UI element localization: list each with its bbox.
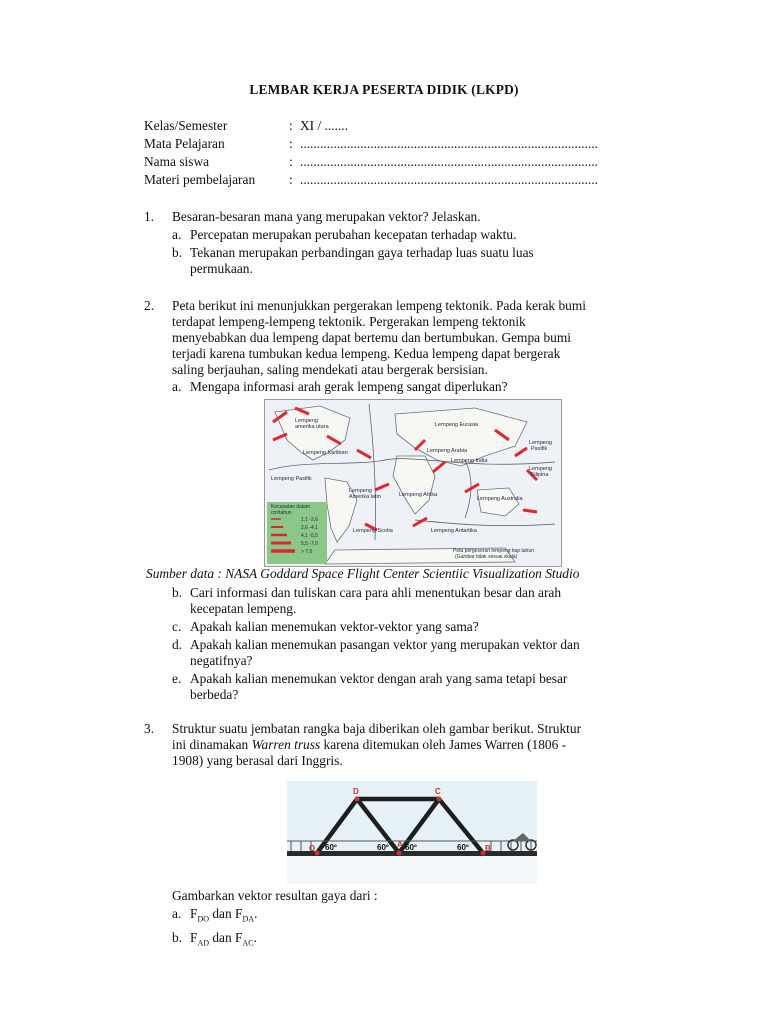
sub-letter: d. xyxy=(172,637,183,652)
sub-letter: a. xyxy=(172,227,182,242)
warren-truss-figure xyxy=(287,781,537,884)
label-scotia: Lempeng Scotia xyxy=(353,528,393,534)
question-line xyxy=(172,737,654,753)
label-arabia: Lempeng Arabia xyxy=(427,448,468,454)
label-india: Lempeng India xyxy=(451,458,488,464)
question-line: 1908) yang berasal dari Inggris. xyxy=(172,753,343,768)
sub-text: Mengapa informasi arah gerak lempeng sangat diperlukan? xyxy=(190,379,508,394)
legend-value: 4,1 -5,5 xyxy=(301,533,318,539)
info-label: Mata Pelajaran xyxy=(144,136,225,151)
sub-question-c xyxy=(172,619,654,635)
node-label-d: D xyxy=(353,787,359,796)
question-number: 3. xyxy=(144,721,155,736)
legend-value: 2,6 -4,1 xyxy=(301,525,318,531)
node-a xyxy=(397,851,402,856)
label-australia: Lempeng Australia xyxy=(477,496,523,502)
label-caribbean: Lempeng Karibian xyxy=(303,450,348,456)
sub-text-line: Apakah kalian menemukan pasangan vektor yang merupakan vektor dan xyxy=(190,637,580,652)
sub-question-b xyxy=(172,585,654,617)
sub-text-line: permukaan. xyxy=(190,261,253,276)
map-source: Sumber data : NASA Goddard Space Flight Center Scientiic Visualization Studio xyxy=(146,566,580,581)
instruction-text: Gambarkan vektor resultan gaya dari : xyxy=(172,888,378,903)
force-label: F xyxy=(190,906,198,921)
question-line: Peta berikut ini menunjukkan pergerakan lempeng tektonik. Pada kerak bumi xyxy=(172,298,587,313)
legend-value: 5,5 -7,0 xyxy=(301,541,318,547)
question-line: terdapat lempeng-lempeng tektonik. Pergerakan lempeng tektonik xyxy=(172,314,526,329)
node-label-a: A xyxy=(397,840,403,849)
angle-label: 60º xyxy=(457,843,469,852)
legend-value: 1,1 -2,6 xyxy=(301,517,318,523)
label-north-america: amerika utara xyxy=(295,424,329,430)
sub-question-a xyxy=(172,379,654,395)
question-body xyxy=(172,298,654,395)
node-d xyxy=(355,797,360,802)
angle-label: 60º xyxy=(405,843,417,852)
info-colon: : xyxy=(289,154,293,169)
tectonic-plate-map xyxy=(264,399,562,567)
info-value: ......................................................................................... xyxy=(300,172,598,187)
map-caption: Peta pergeseran lempeng tiap tahun xyxy=(453,548,534,554)
info-value: XI / ....... xyxy=(300,118,348,133)
question-body xyxy=(172,888,654,951)
period: . xyxy=(254,906,258,921)
sub-question-d xyxy=(172,637,654,669)
info-colon: : xyxy=(289,136,293,151)
node-label-o: O xyxy=(309,844,316,853)
speed-legend xyxy=(267,502,327,564)
sub-text-line: Apakah kalian menemukan vektor dengan arah yang sama tetapi besar xyxy=(190,671,568,686)
info-label: Materi pembelajaran xyxy=(144,172,256,187)
legend-title: cm/tahun xyxy=(271,510,292,516)
sub-text-line: berbeda? xyxy=(190,687,239,702)
connector-text: dan F xyxy=(209,906,243,921)
label-latin-america: Lempeng xyxy=(349,488,372,494)
sub-text-line: negatifnya? xyxy=(190,653,253,668)
sub-question-e xyxy=(172,671,654,703)
info-colon: : xyxy=(289,118,293,133)
force-subscript: DA xyxy=(242,914,255,924)
info-label: Kelas/Semester xyxy=(144,118,228,133)
plate-arrow xyxy=(523,510,537,512)
label-north-america: Lempeng xyxy=(295,418,318,424)
question-line: terjadi karena tumbukan kedua lempeng. Kedua lempeng dapat bergerak xyxy=(172,346,561,361)
label-philippine: Filipina xyxy=(531,472,549,478)
label-africa: Lempeng Afrika xyxy=(399,492,438,498)
label-pacific: Pasifik xyxy=(531,446,548,452)
node-label-c: C xyxy=(435,787,441,796)
sub-text-line: Tekanan merupakan perbandingan gaya terhadap luas suatu luas xyxy=(190,245,534,260)
question-line: saling berjauhan, saling mendekati atau bergerak bersisian. xyxy=(172,362,488,377)
force-subscript: DO xyxy=(197,914,210,924)
question-line: Struktur suatu jembatan rangka baja diberikan oleh gambar berikut. Struktur xyxy=(172,721,582,736)
sub-question-a xyxy=(172,906,654,928)
label-antarctica: Lempeng Antartika xyxy=(431,528,477,534)
force-subscript: AD xyxy=(197,938,210,948)
sub-letter: b. xyxy=(172,929,183,945)
connector-text: dan F xyxy=(209,929,243,945)
sub-letter: b. xyxy=(172,585,183,600)
info-value: ......................................................................................... xyxy=(300,154,598,169)
question-line: menyebabkan dua lempeng dapat bertemu dan bertumbukan. Gempa bumi xyxy=(172,330,571,345)
node-label-b: B xyxy=(485,844,491,853)
question-text-part: karena ditemukan oleh James Warren (1806 - xyxy=(320,737,567,752)
question-body xyxy=(172,721,654,769)
sub-letter: e. xyxy=(172,671,182,686)
period: . xyxy=(253,929,257,945)
warren-truss-term: Warren truss xyxy=(251,737,321,752)
question-body xyxy=(172,585,654,703)
force-subscript: AC xyxy=(242,938,254,948)
question-text: Besaran-besaran mana yang merupakan vektor? Jelaskan. xyxy=(172,209,481,224)
sub-letter: a. xyxy=(172,906,182,921)
sub-letter: b. xyxy=(172,245,183,260)
force-label: F xyxy=(190,929,198,945)
angle-label: 60º xyxy=(325,843,337,852)
question-number: 1. xyxy=(144,209,155,224)
info-value: ......................................................................................... xyxy=(300,136,598,151)
sub-letter: c. xyxy=(172,619,182,634)
sub-text-line: kecepatan lempeng. xyxy=(190,601,297,616)
label-eurasia: Lempeng Eurasia xyxy=(435,422,479,428)
info-label: Nama siswa xyxy=(144,154,210,169)
question-number: 2. xyxy=(144,298,155,313)
legend-value: > 7,0 xyxy=(301,549,313,555)
sub-question-b xyxy=(172,245,654,277)
angle-label: 60º xyxy=(377,843,389,852)
node-c xyxy=(437,797,442,802)
sub-text: Percepatan merupakan perubahan kecepatan terhadap waktu. xyxy=(190,227,517,242)
label-latin-america: Amerika latin xyxy=(349,494,381,500)
map-caption: (Gambar tidak sesuai skala) xyxy=(455,554,518,560)
node-o xyxy=(315,851,320,856)
bridge-diagram xyxy=(287,781,537,884)
sub-text: Apakah kalian menemukan vektor-vektor yang sama? xyxy=(190,619,479,634)
label-philippine: Lempeng xyxy=(529,466,552,472)
question-text-part: ini dinamakan xyxy=(172,737,252,752)
label-pacific: Lempeng xyxy=(529,440,552,446)
sub-question-a xyxy=(172,227,654,243)
sub-text-line: Cari informasi dan tuliskan cara para ahli menentukan besar dan arah xyxy=(190,585,562,600)
sub-question-b xyxy=(172,930,654,952)
info-colon: : xyxy=(289,172,293,187)
sub-letter: a. xyxy=(172,379,182,394)
label-pacific: Lempeng Pasifik xyxy=(271,476,312,482)
map-figure xyxy=(265,400,561,566)
page-title: LEMBAR KERJA PESERTA DIDIK (LKPD) xyxy=(249,82,519,97)
question-body xyxy=(172,209,654,277)
legend-title: Kecepatan dalam xyxy=(271,504,310,510)
